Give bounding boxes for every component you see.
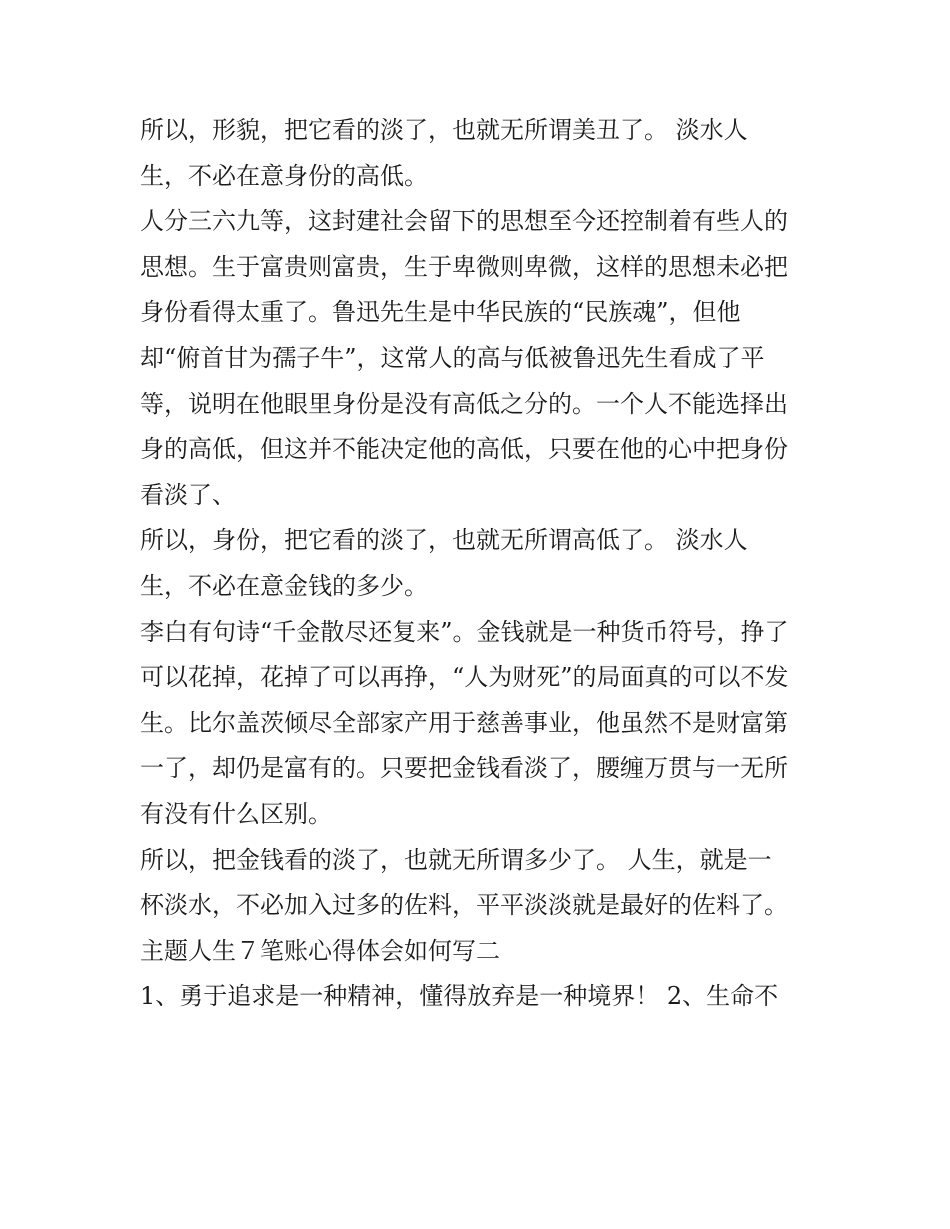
- text-line: 李白有句诗“千金散尽还复来”。金钱就是一种货币符号，挣了: [140, 617, 789, 646]
- text-line: 杯淡水，不必加入过多的佐料，平平淡淡就是最好的佐料了。: [140, 891, 788, 920]
- text-line: 生。比尔盖茨倾尽全部家产用于慈善事业，他虽然不是财富第: [140, 708, 788, 737]
- section-heading: 主题人生７笔账心得体会如何写二: [140, 936, 500, 965]
- text-line: 一了，却仍是富有的。只要把金钱看淡了，腰缠万贯与一无所: [140, 754, 788, 783]
- text-line: 人分三六九等，这封建社会留下的思想至今还控制着有些人的: [140, 207, 788, 236]
- text-line: 身的高低，但这并不能决定他的高低，只要在他的心中把身份: [140, 435, 788, 464]
- text-line: 所以，把金钱看的淡了，也就无所谓多少了。 人生，就是一: [140, 845, 772, 874]
- document-body: [140, 108, 820, 1020]
- text-line: 却“俯首甘为孺子牛”，这常人的高与低被鲁迅先生看成了平: [140, 343, 765, 372]
- text-line: 生，不必在意金钱的多少。: [140, 571, 428, 600]
- text-line: 思想。生于富贵则富贵，生于卑微则卑微，这样的思想未必把: [140, 252, 788, 281]
- text-line: 所以，身份，把它看的淡了，也就无所谓高低了。 淡水人: [140, 526, 748, 555]
- text-line: 有没有什么区别。: [140, 799, 332, 828]
- text-line: 生，不必在意身份的高低。: [140, 161, 428, 190]
- text-line: 所以，形貌，把它看的淡了，也就无所谓美丑了。 淡水人: [140, 116, 748, 144]
- text-line: 身份看得太重了。鲁迅先生是中华民族的“民族魂”，但他: [140, 298, 741, 327]
- text-line: 可以花掉，花掉了可以再挣，“人为财死”的局面真的可以不发: [140, 663, 789, 692]
- text-line: 看淡了、: [140, 480, 236, 509]
- text-line: 等，说明在他眼里身份是没有高低之分的。一个人不能选择出: [140, 389, 788, 418]
- text-line: 1、勇于追求是一种精神，懂得放弃是一种境界！ 2、生命不: [140, 982, 779, 1011]
